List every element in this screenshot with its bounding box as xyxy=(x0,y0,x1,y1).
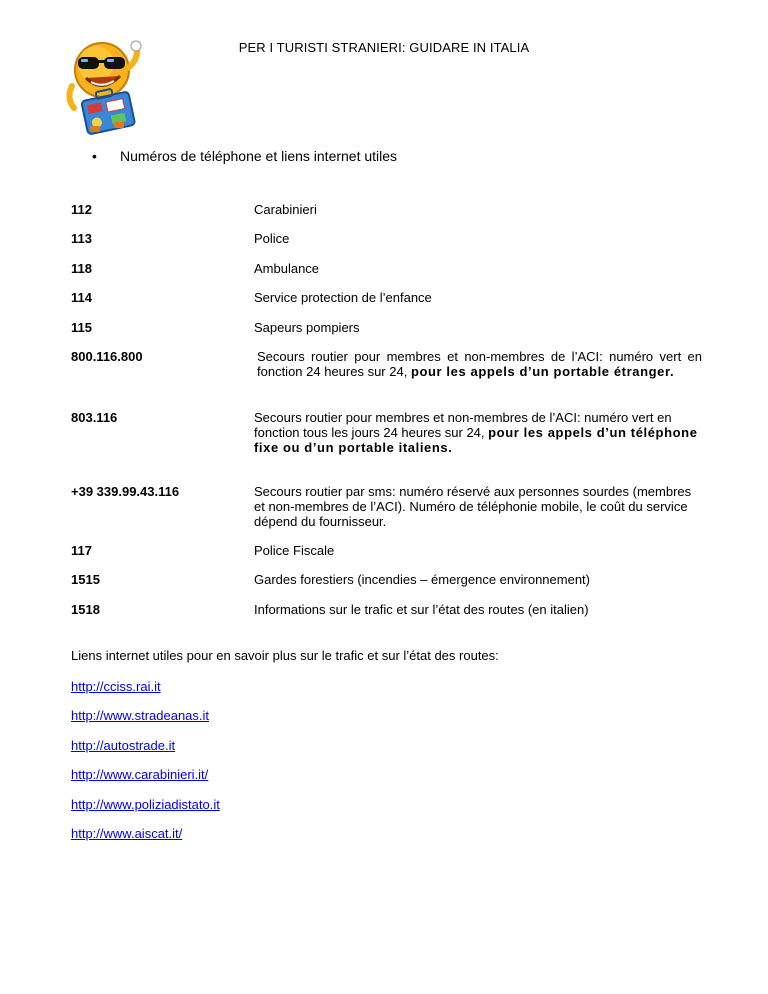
phone-description xyxy=(254,410,699,455)
link-cciss[interactable]: http://cciss.rai.it xyxy=(71,679,161,694)
phone-description: Police Fiscale xyxy=(254,543,335,558)
phone-description: Sapeurs pompiers xyxy=(254,320,360,335)
section-heading xyxy=(92,148,397,164)
phone-number: 117 xyxy=(71,543,92,558)
phone-number: 1515 xyxy=(71,572,100,587)
link-carabinieri[interactable]: http://www.carabinieri.it/ xyxy=(71,767,209,782)
phone-number: 803.116 xyxy=(71,410,118,425)
phone-number: 1518 xyxy=(71,602,100,617)
phone-number: 113 xyxy=(71,231,92,246)
page-header: PER I TURISTI STRANIERI: GUIDARE IN ITALIA xyxy=(238,40,530,55)
phone-number: 112 xyxy=(71,202,92,217)
phone-description-text: Secours routier pour membres et non-membres de l’ACI: numéro vert en fonction tous les jours 24 heures sur 24, xyxy=(254,410,672,440)
phone-number: +39 339.99.43.116 xyxy=(71,484,180,499)
phone-description-emphasis: pour les appels d’un téléphone fixe ou d’un portable italiens. xyxy=(254,425,698,455)
phone-description: Gardes forestiers (incendies – émergence environnement) xyxy=(254,572,591,587)
phone-description: Informations sur le trafic et sur l’état des routes (en italien) xyxy=(254,602,589,617)
phone-number: 800.116.800 xyxy=(71,349,143,364)
phone-description: Carabinieri xyxy=(254,202,317,217)
links-intro: Liens internet utiles pour en savoir plus sur le trafic et sur l’état des routes: xyxy=(71,648,499,663)
link-poliziadistato[interactable]: http://www.poliziadistato.it xyxy=(71,797,220,812)
tourist-mascot-icon xyxy=(62,38,146,136)
bullet-marker: • xyxy=(92,148,97,164)
phone-description-text: Secours routier pour membres et non-membres de l’ACI: numéro vert en fonction 24 heures sur 24, xyxy=(257,349,702,379)
section-heading-text: Numéros de téléphone et liens internet utiles xyxy=(120,148,398,164)
phone-description xyxy=(257,349,702,379)
link-aiscat[interactable]: http://www.aiscat.it/ xyxy=(71,826,183,841)
phone-description: Service protection de l’enfance xyxy=(254,290,432,305)
phone-number: 115 xyxy=(71,320,92,335)
phone-description: Secours routier par sms: numéro réservé aux personnes sourdes (membres et non-membres de l’ACI). Numéro de téléphonie mobile, le coût du service dépend du fournisseur. xyxy=(254,484,692,529)
phone-description-emphasis: pour les appels d’un portable étranger. xyxy=(410,364,675,379)
phone-number: 114 xyxy=(71,290,92,305)
link-stradeanas[interactable]: http://www.stradeanas.it xyxy=(71,708,210,723)
phone-number: 118 xyxy=(71,261,92,276)
link-autostrade[interactable]: http://autostrade.it xyxy=(71,738,176,753)
phone-description: Ambulance xyxy=(254,261,320,276)
phone-description: Police xyxy=(254,231,290,246)
